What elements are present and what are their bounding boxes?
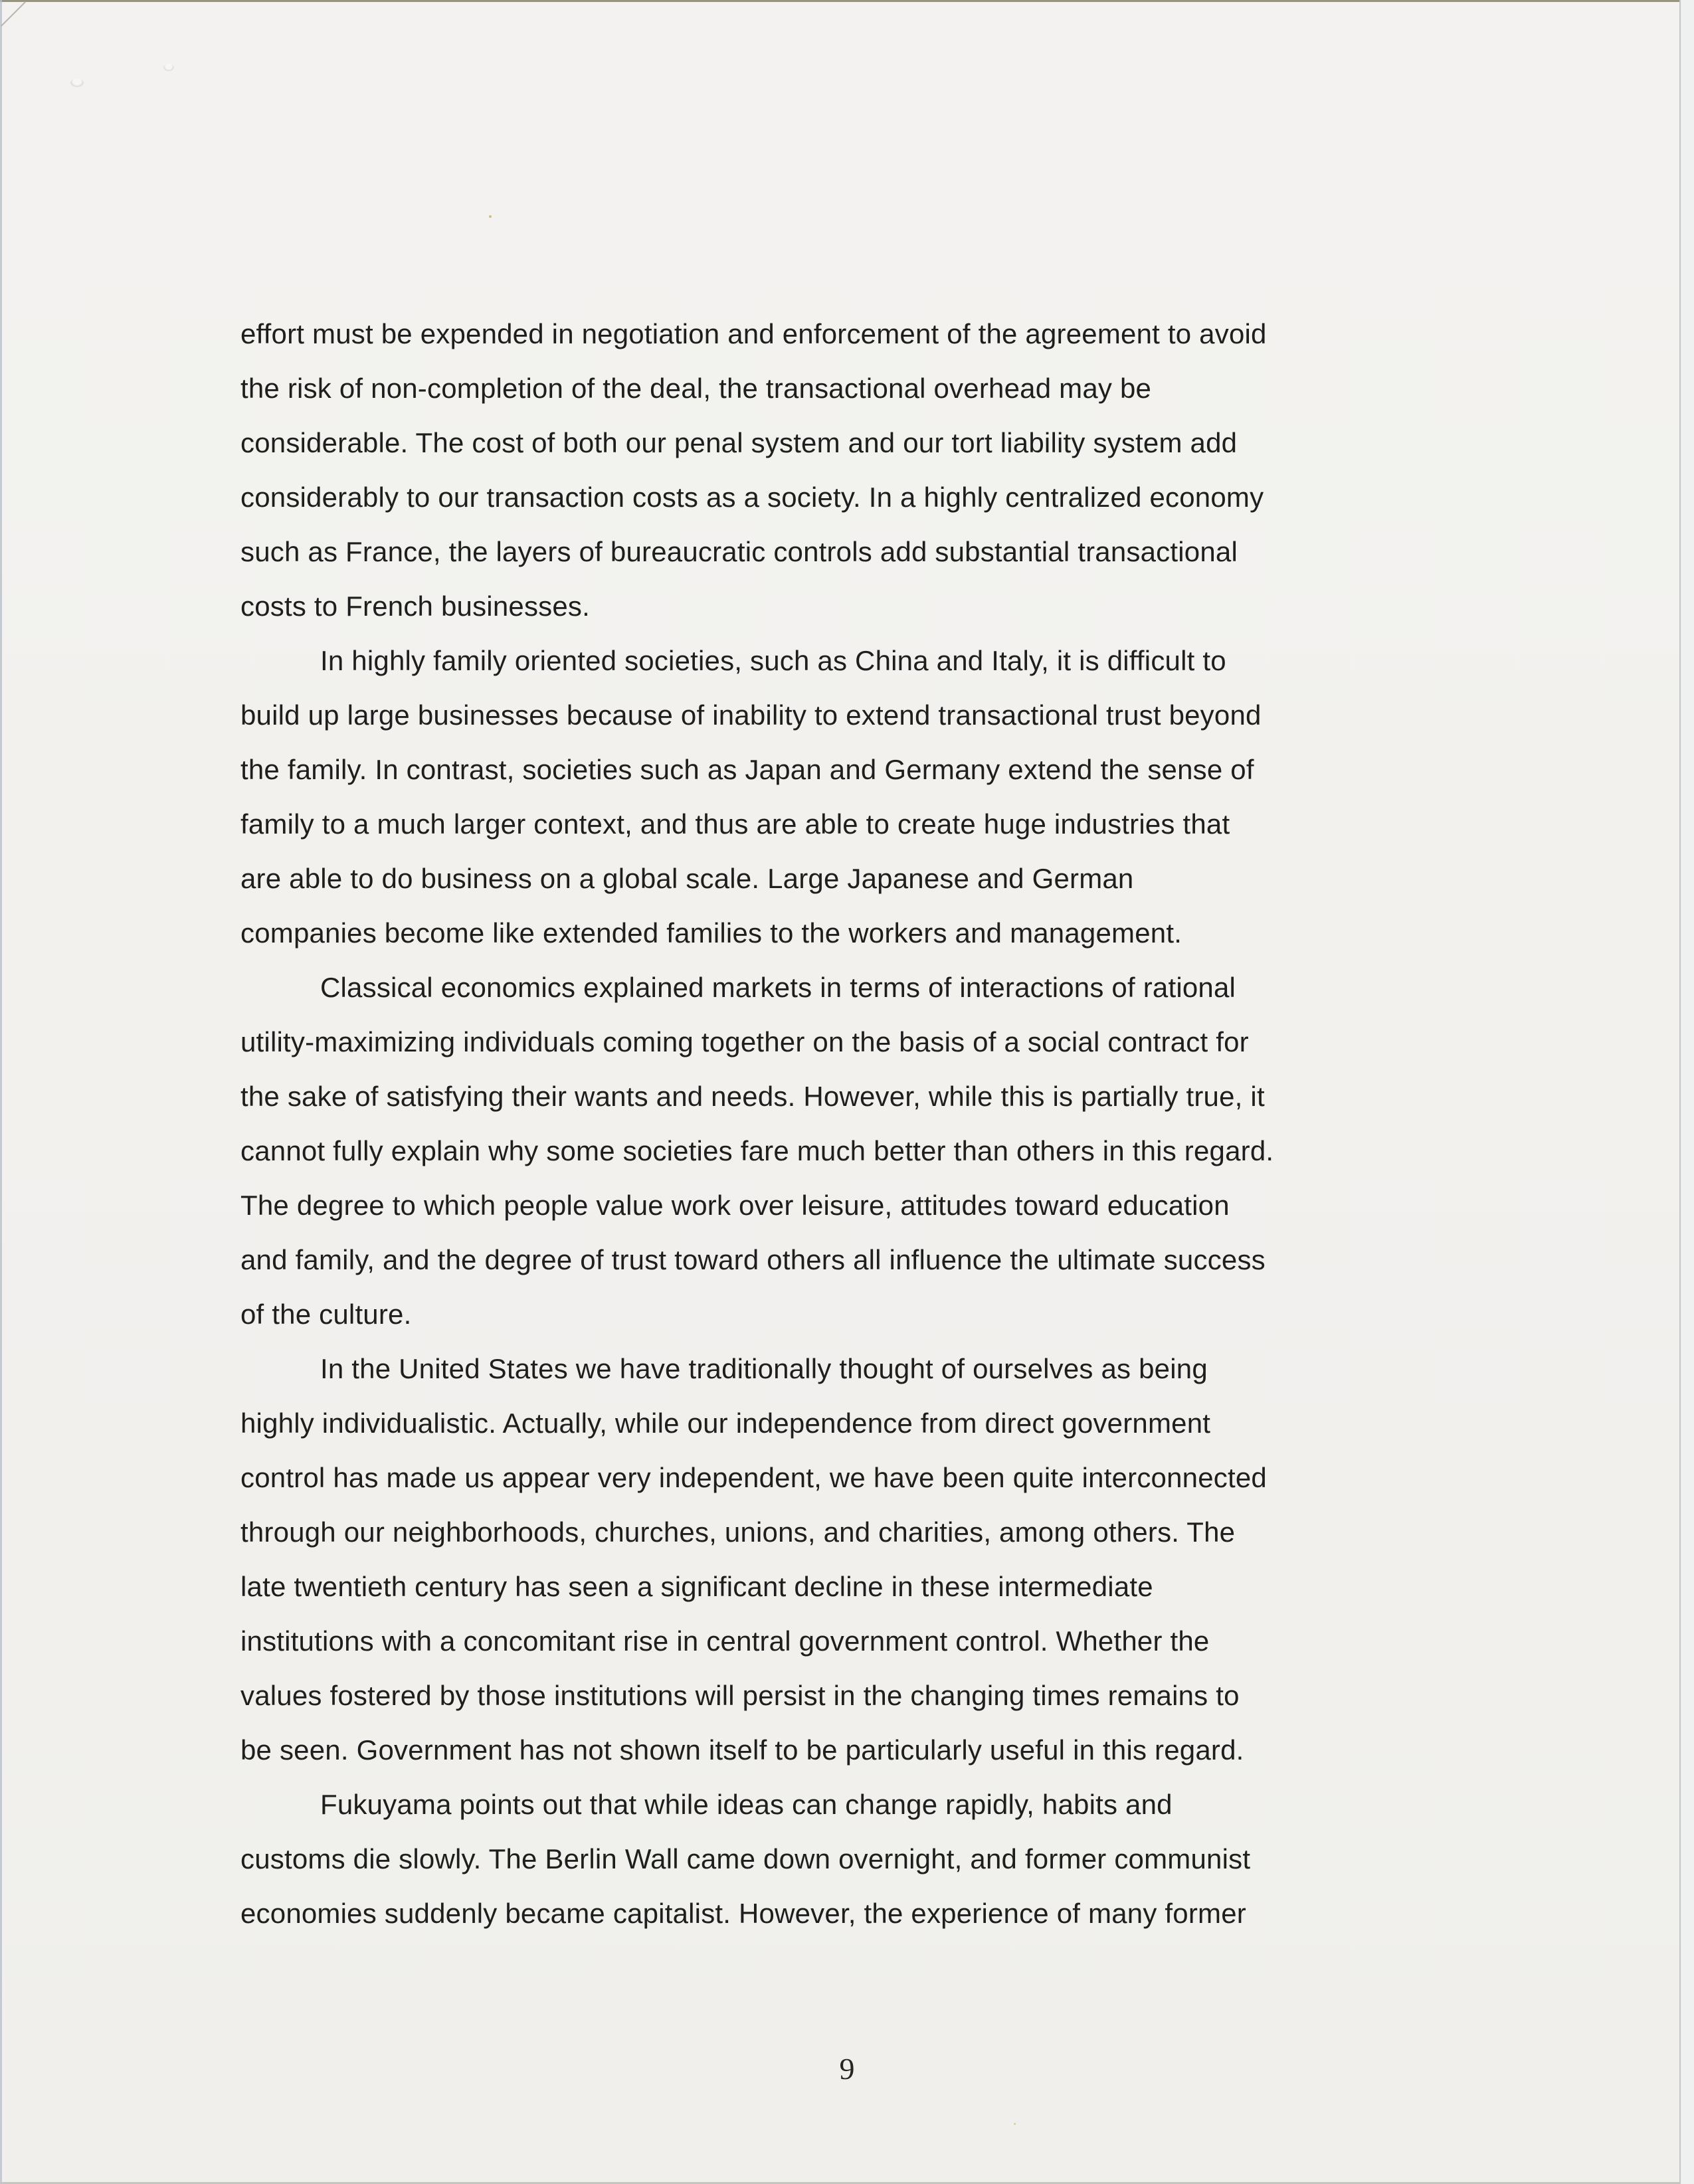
paper-dent <box>70 78 84 87</box>
text-line: considerable. The cost of both our penal system and our tort liability system add <box>240 427 1238 458</box>
text-line: economies suddenly became capitalist. However, the experience of many former <box>240 1898 1246 1929</box>
text-line: companies become like extended families to the workers and management. <box>240 917 1182 949</box>
text-line: Fukuyama points out that while ideas can change rapidly, habits and <box>320 1789 1173 1820</box>
text-line: the sake of satisfying their wants and needs. However, while this is partially true, it <box>240 1081 1265 1112</box>
text-line: of the culture. <box>240 1299 412 1330</box>
text-line: The degree to which people value work over leisure, attitudes toward education <box>240 1190 1230 1221</box>
text-line: highly individualistic. Actually, while our independence from direct government <box>240 1408 1211 1439</box>
paper-speck <box>1014 2123 1016 2125</box>
text-line: considerably to our transaction costs as a society. In a highly centralized economy <box>240 482 1264 513</box>
text-line: institutions with a concomitant rise in central government control. Whether the <box>240 1625 1210 1657</box>
text-line: effort must be expended in negotiation and enforcement of the agreement to avoid <box>240 318 1267 349</box>
text-line: are able to do business on a global scale. Large Japanese and German <box>240 863 1134 894</box>
paragraph <box>240 307 1529 634</box>
paragraph <box>240 960 1529 1342</box>
text-line: family to a much larger context, and thus are able to create huge industries that <box>240 808 1230 840</box>
text-line: costs to French businesses. <box>240 591 590 622</box>
paragraph <box>240 1777 1529 1941</box>
text-line: build up large businesses because of inability to extend transactional trust beyond <box>240 699 1262 731</box>
text-line: such as France, the layers of bureaucratic controls add substantial transactional <box>240 536 1238 567</box>
page-number: 9 <box>839 2052 855 2086</box>
document-text <box>240 307 1529 1941</box>
text-line: In highly family oriented societies, such as China and Italy, it is difficult to <box>320 645 1226 676</box>
page-edge-seam <box>1679 0 1681 2184</box>
text-line: and family, and the degree of trust toward others all influence the ultimate success <box>240 1244 1266 1275</box>
scan-artifact-top-edge <box>0 0 1694 2</box>
text-line: cannot fully explain why some societies fare much better than others in this regard. <box>240 1135 1274 1166</box>
text-line: control has made us appear very independent, we have been quite interconnected <box>240 1462 1267 1493</box>
paragraph <box>240 1342 1529 1777</box>
paper-dent <box>163 64 174 71</box>
text-line: the risk of non-completion of the deal, the transactional overhead may be <box>240 373 1152 404</box>
text-line: through our neighborhoods, churches, unions, and charities, among others. The <box>240 1516 1236 1548</box>
text-line: In the United States we have traditionally thought of ourselves as being <box>320 1353 1208 1384</box>
text-line: late twentieth century has seen a significant decline in these intermediate <box>240 1571 1153 1602</box>
text-line: utility-maximizing individuals coming together on the basis of a social contract for <box>240 1026 1249 1057</box>
text-line: Classical economics explained markets in terms of interactions of rational <box>320 972 1236 1003</box>
paragraph <box>240 634 1529 960</box>
text-line: values fostered by those institutions will persist in the changing times remains to <box>240 1680 1240 1711</box>
text-line: the family. In contrast, societies such as Japan and Germany extend the sense of <box>240 754 1254 785</box>
text-line: be seen. Government has not shown itself to be particularly useful in this regard. <box>240 1734 1244 1766</box>
scan-background-strip <box>1681 0 1694 2184</box>
paper-speck <box>489 215 492 218</box>
text-line: customs die slowly. The Berlin Wall came down overnight, and former communist <box>240 1843 1251 1874</box>
scan-artifact-left-edge <box>0 0 2 2184</box>
corner-fold-mark <box>1 1 26 27</box>
